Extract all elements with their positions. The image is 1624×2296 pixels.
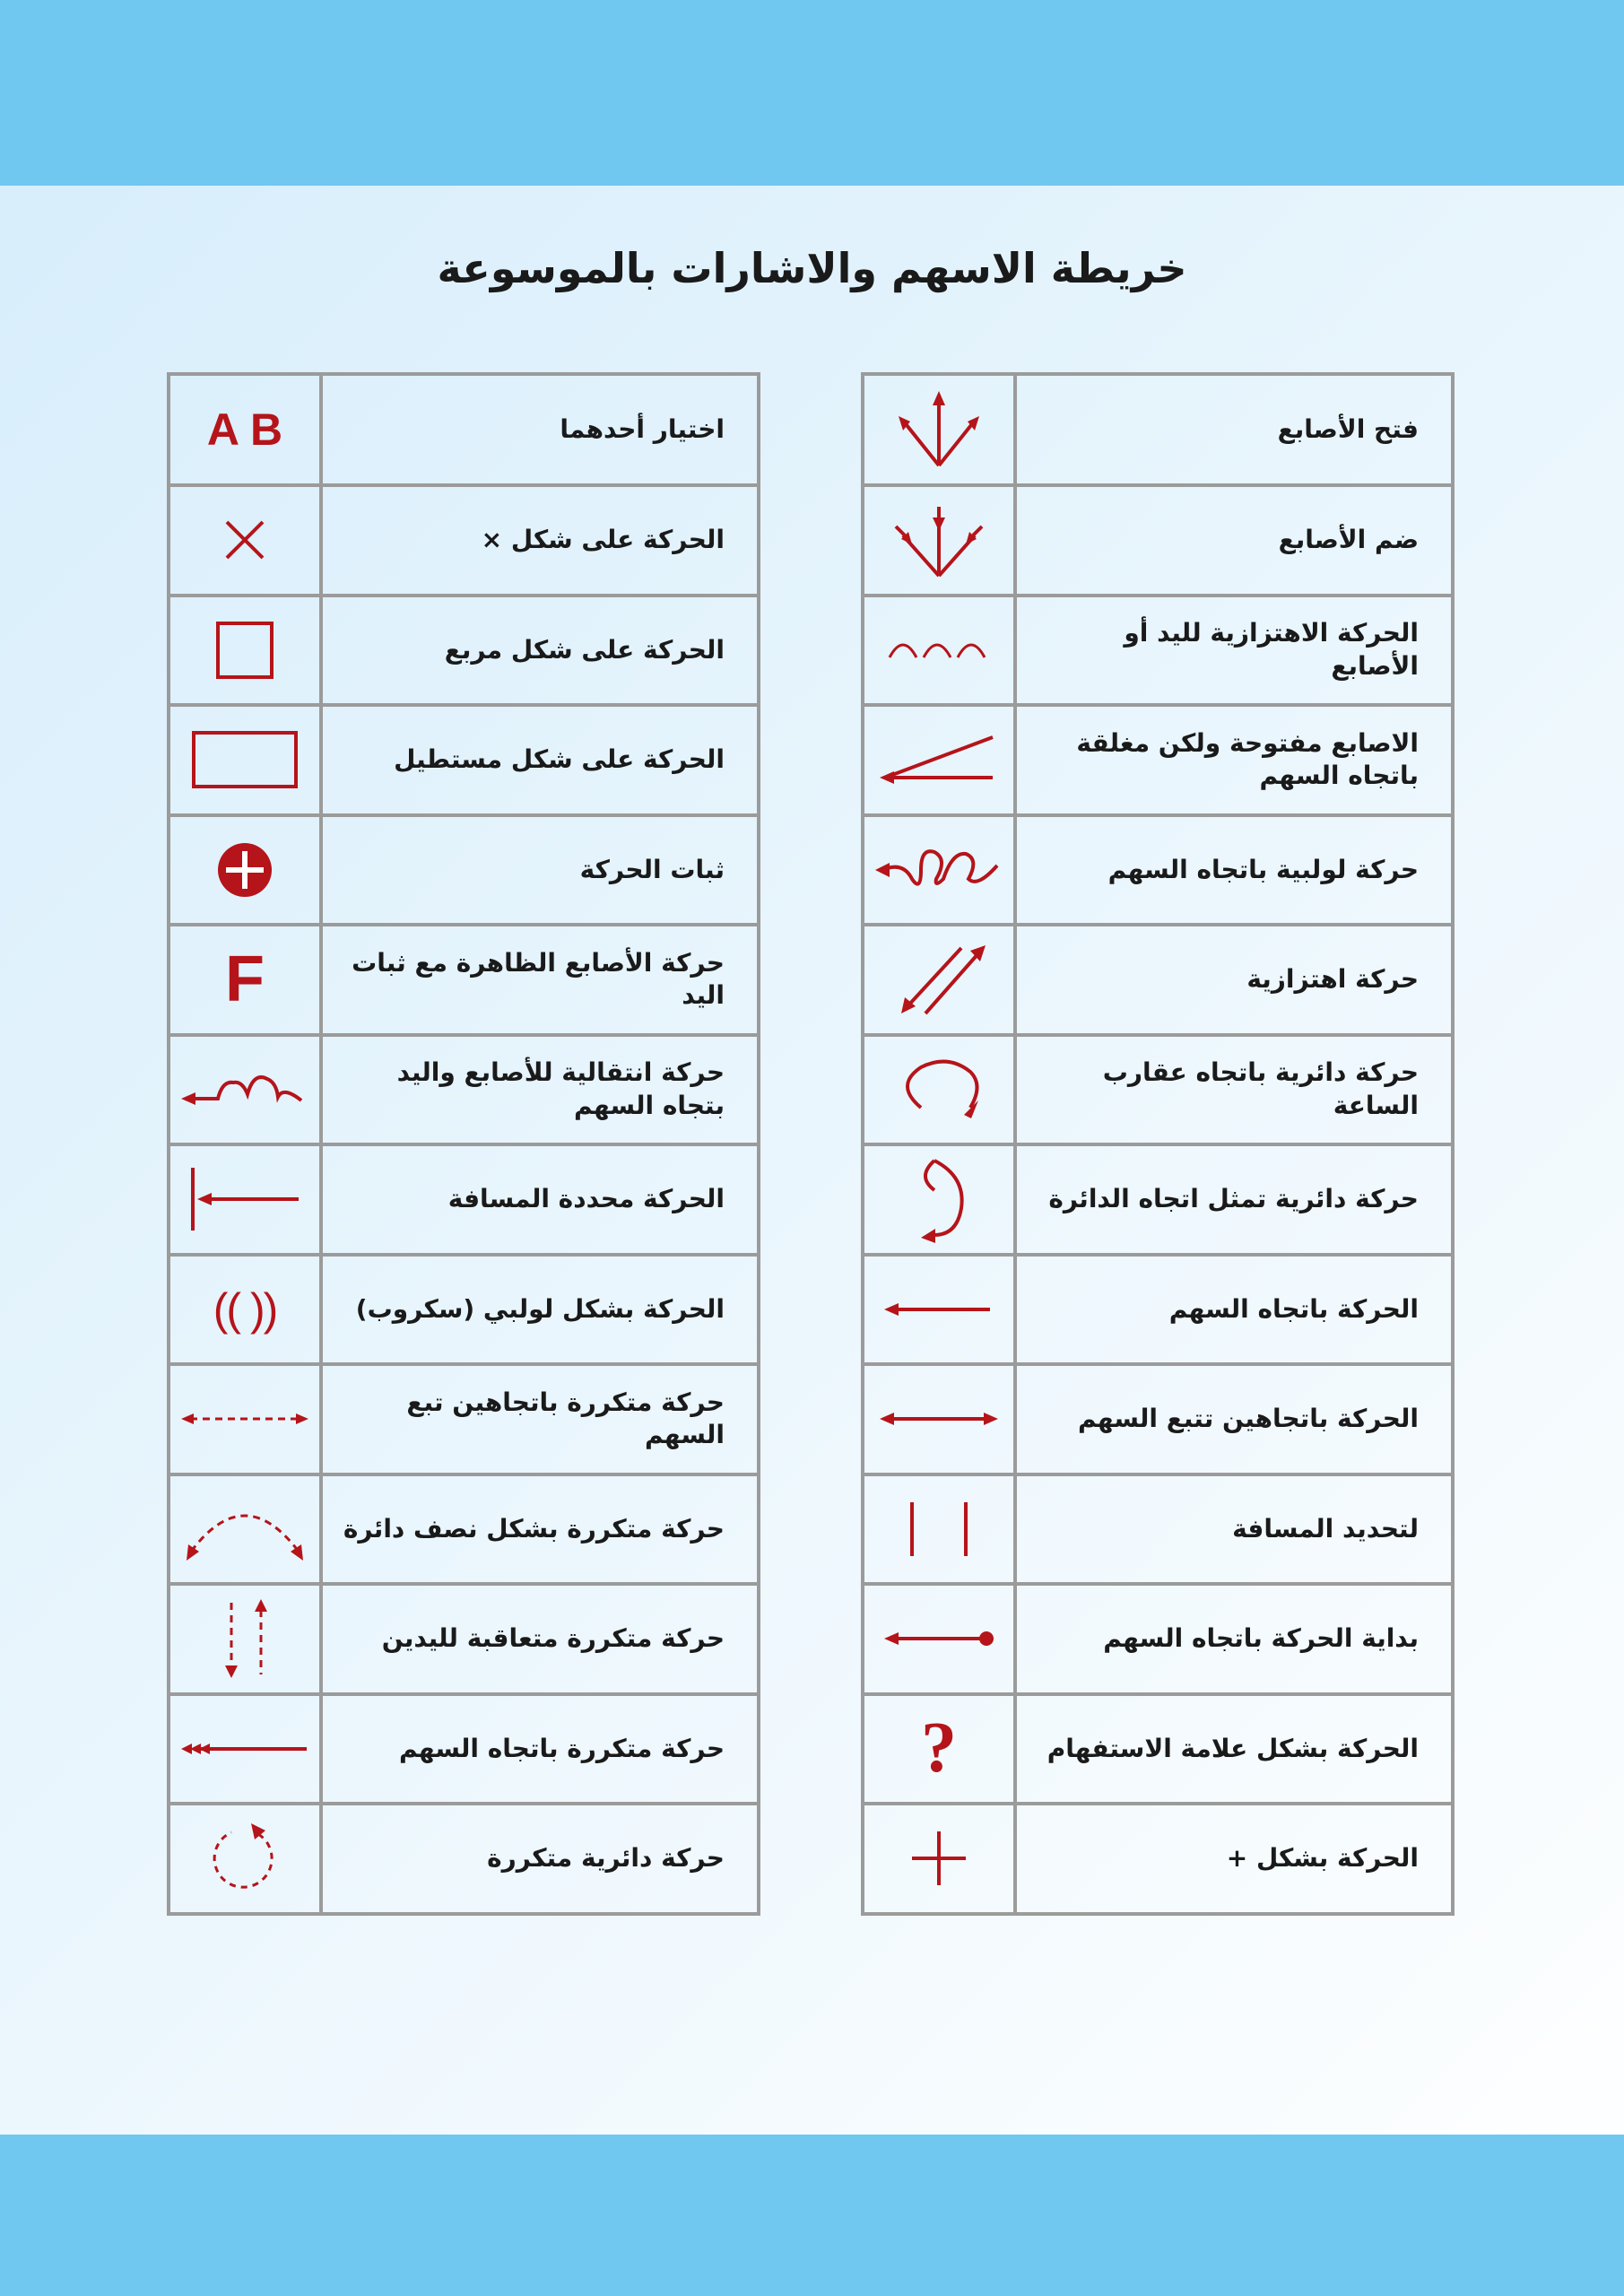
row-label: حركة متكررة بشكل نصف دائرة	[343, 1513, 725, 1544]
symbol-cell	[864, 1586, 1017, 1692]
row-label: الحركة باتجاهين تتبع السهم	[1077, 1404, 1419, 1434]
symbol-cell	[864, 597, 1017, 704]
symbol-cell	[170, 1366, 323, 1473]
f-letter-icon: F	[225, 944, 265, 1016]
table-row	[170, 1473, 757, 1583]
row-label: الحركة على شكل مربع	[444, 634, 725, 665]
row-label: اختيار أحدهما	[560, 413, 725, 444]
table-row	[864, 923, 1451, 1033]
row-label: لتحديد المسافة	[1232, 1513, 1419, 1544]
symbol-cell	[170, 1586, 323, 1692]
row-label: حركة متكررة متعاقبة لليدين	[381, 1623, 725, 1654]
distance-bars-icon	[894, 1498, 984, 1561]
symbol-cell	[864, 1146, 1017, 1253]
row-label: حركة دائرية باتجاه عقارب الساعة	[1102, 1057, 1419, 1120]
stop-bar-arrow-icon	[182, 1163, 308, 1235]
wave-arrow-icon	[178, 1063, 312, 1117]
table-row	[864, 594, 1451, 704]
row-label: حركة متكررة باتجاه السهم	[398, 1733, 725, 1763]
table-row	[864, 376, 1451, 483]
table-row	[170, 376, 757, 483]
row-label: حركة الأصابع الظاهرة مع ثبات اليد	[352, 947, 725, 1011]
page-title: خريطة الاسهم والاشارات بالموسوعة	[437, 244, 1187, 292]
fingers-close-arrows-icon	[885, 491, 993, 589]
symbol-cell	[170, 926, 323, 1033]
symbols-table-left	[167, 372, 760, 1916]
symbol-cell	[170, 707, 323, 813]
row-label: حركة دائرية تمثل اتجاه الدائرة	[1048, 1184, 1419, 1214]
double-diagonal-arrows-icon	[885, 935, 993, 1024]
symbol-cell	[170, 597, 323, 704]
symbol-cell	[864, 1476, 1017, 1583]
row-label: فتح الأصابع	[1277, 413, 1419, 444]
table-row	[170, 483, 757, 594]
symbol-cell	[864, 1257, 1017, 1363]
row-label: الحركة على شكل ×	[481, 525, 725, 555]
table-row	[864, 813, 1451, 924]
open-angle-arrow-icon	[876, 728, 1002, 791]
symbol-cell	[170, 1805, 323, 1912]
symbol-cell	[170, 376, 323, 483]
bottom-band	[0, 2135, 1624, 2296]
table-row	[170, 813, 757, 924]
table-row	[170, 1143, 757, 1253]
question-mark-icon: ?	[921, 1709, 957, 1788]
table-row	[170, 1362, 757, 1473]
row-label: الاصابع مفتوحة ولكن مغلقة باتجاه السهم	[1076, 727, 1419, 791]
symbol-cell	[864, 487, 1017, 594]
row-label: ثبات الحركة	[579, 854, 725, 884]
dot-arrow-icon	[881, 1621, 997, 1657]
table-row	[170, 703, 757, 813]
symbol-cell	[170, 1146, 323, 1253]
symbol-cell	[864, 817, 1017, 924]
rectangle-icon	[187, 724, 303, 796]
symbols-table-right	[861, 372, 1455, 1916]
symbol-cell	[864, 926, 1017, 1033]
vibration-arcs-icon	[885, 623, 993, 677]
table-row	[170, 923, 757, 1033]
row-label: الحركة على شكل مستطيل	[394, 744, 725, 775]
row-label: الحركة بشكل +	[1226, 1843, 1419, 1874]
table-row	[864, 703, 1451, 813]
symbol-cell	[864, 1696, 1017, 1803]
top-band	[0, 0, 1624, 186]
symbol-cell	[170, 1257, 323, 1363]
row-label: الحركة بشكل علامة الاستفهام	[1046, 1733, 1419, 1763]
dashed-arc-arrows-icon	[178, 1489, 312, 1570]
row-label: بداية الحركة باتجاه السهم	[1103, 1623, 1419, 1654]
symbol-cell	[170, 817, 323, 924]
dashed-up-down-arrows-icon	[200, 1594, 290, 1683]
triple-head-arrow-icon	[178, 1731, 312, 1767]
table-row	[864, 1253, 1451, 1363]
row-label: حركة انتقالية للأصابع واليد بتجاه السهم	[396, 1057, 725, 1120]
table-row	[864, 1143, 1451, 1253]
symbol-cell	[170, 1476, 323, 1583]
symbol-cell	[864, 376, 1017, 483]
circle-plus-icon	[213, 839, 276, 901]
table-row	[864, 1033, 1451, 1144]
symbol-cell	[864, 1366, 1017, 1473]
left-arrow-icon	[881, 1292, 997, 1327]
spiral-arrow-icon	[872, 834, 1006, 906]
fingers-open-arrows-icon	[885, 380, 993, 479]
table-row	[864, 483, 1451, 594]
clockwise-circle-icon	[885, 1045, 993, 1135]
table-row	[864, 1802, 1451, 1912]
x-icon	[218, 513, 272, 567]
table-row	[170, 594, 757, 704]
row-label: حركة دائرية متكررة	[487, 1843, 725, 1874]
symbol-cell	[864, 707, 1017, 813]
symbol-cell	[864, 1805, 1017, 1912]
table-row	[864, 1362, 1451, 1473]
symbol-cell	[170, 487, 323, 594]
symbol-cell	[170, 1037, 323, 1144]
plus-icon	[908, 1827, 970, 1890]
row-label: حركة لولبية باتجاه السهم	[1107, 854, 1419, 884]
vertical-circle-icon	[894, 1150, 984, 1248]
double-headed-arrow-icon	[876, 1401, 1002, 1437]
table-row	[864, 1473, 1451, 1583]
table-row	[864, 1692, 1451, 1803]
row-label: الحركة باتجاه السهم	[1168, 1293, 1419, 1324]
table-row	[864, 1582, 1451, 1692]
symbol-cell	[170, 1696, 323, 1803]
ab-text-icon: A B	[206, 404, 283, 455]
table-row	[170, 1582, 757, 1692]
table-row	[170, 1692, 757, 1803]
row-label: الحركة محددة المسافة	[447, 1184, 725, 1214]
table-row	[170, 1253, 757, 1363]
row-label: حركة اهتزازية	[1246, 964, 1419, 995]
square-icon	[209, 614, 281, 686]
row-label: حركة متكررة باتجاهين تبع السهم	[406, 1387, 725, 1450]
row-label: ضم الأصابع	[1278, 525, 1419, 555]
row-label: الحركة الاهتزازية لليد أو الأصابع	[1124, 618, 1419, 681]
row-label: الحركة بشكل لولبي (سكروب)	[355, 1293, 725, 1324]
dashed-double-arrow-icon	[178, 1401, 312, 1437]
symbol-cell	[864, 1037, 1017, 1144]
table-row	[170, 1802, 757, 1912]
table-row	[170, 1033, 757, 1144]
dashed-circle-arrow-icon	[204, 1818, 285, 1899]
parentheses-spiral-icon: (( ))	[213, 1283, 277, 1335]
